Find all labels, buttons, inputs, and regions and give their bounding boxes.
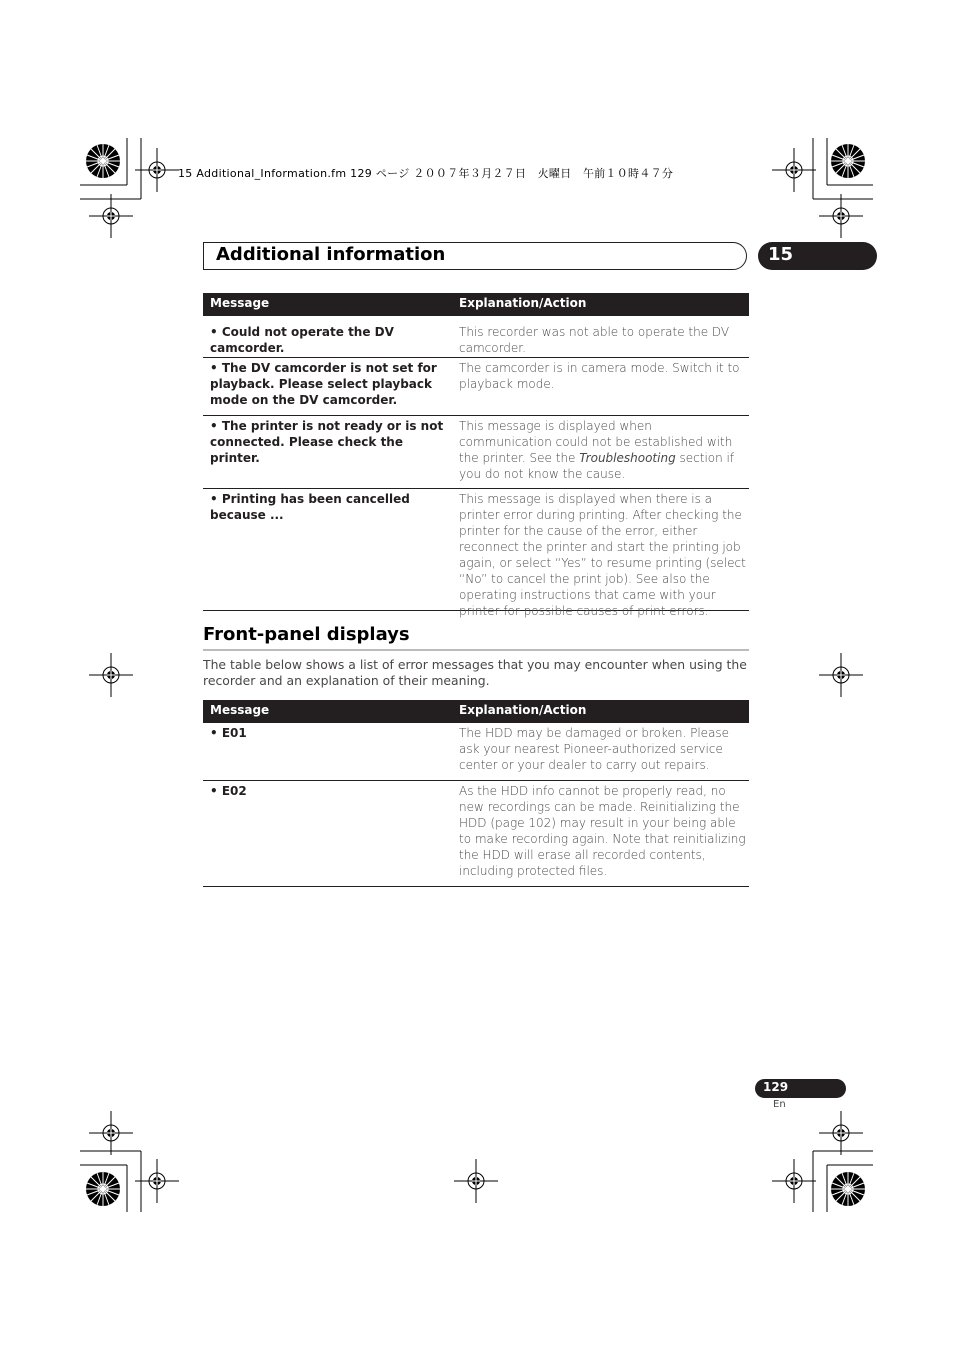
page-number: 129 xyxy=(763,1080,789,1094)
table-row xyxy=(203,316,749,358)
table-row xyxy=(203,416,749,489)
print-file-info: 15 Additional_Information.fm 129 ページ ２００７年３月２７日 火曜日 午前１０時４７分 xyxy=(178,167,674,180)
table-row xyxy=(203,781,749,887)
table-header xyxy=(203,700,749,723)
row-explanation: The camcorder is in camera mode. Switch it to playback mode. xyxy=(459,361,740,391)
front-panel-table xyxy=(203,700,749,887)
column-header-explanation: Explanation/Action xyxy=(459,296,587,310)
row-message: • Printing has been cancelled because ... xyxy=(210,492,410,522)
explanation-text: This message is displayed when communication could not be established with the printer. See the xyxy=(459,419,733,465)
table-row xyxy=(203,358,749,416)
section-title: Front-panel displays xyxy=(203,624,410,645)
chapter-number: 15 xyxy=(768,244,794,265)
table-header xyxy=(203,293,749,316)
messages-table xyxy=(203,293,749,618)
row-message: • E01 xyxy=(210,726,247,740)
row-explanation: The HDD may be damaged or broken. Please ask your nearest Pioneer-authorized service center or your dealer to carry out repairs. xyxy=(459,726,730,772)
row-explanation: As the HDD info cannot be properly read, no new recordings can be made. Reinitializing the HDD (page 102) may result in your being able to make recording again. Note that reinitializing the HDD will erase all recorded contents, including protected files. xyxy=(459,784,746,878)
row-explanation: This recorder was not able to operate the DV camcorder. xyxy=(459,325,730,355)
row-explanation xyxy=(459,418,747,482)
row-explanation: This message is displayed when there is a printer error during printing. After checking the printer for the cause of the error, either reconnect the printer and start the printing job again, or select “Yes” to resume printing (select “No” to cancel the print job). See also the operating instructions that came with your printer for possible causes of print errors. xyxy=(459,492,746,618)
column-header-message: Message xyxy=(210,703,270,717)
row-message: • Could not operate the DV camcorder. xyxy=(210,325,394,355)
section-intro: The table below shows a list of error messages that you may encounter when using the recorder and an explanation of their meaning. xyxy=(203,657,747,688)
table-row xyxy=(203,489,749,618)
page-language: En xyxy=(773,1099,786,1110)
row-message: • The printer is not ready or is not connected. Please check the printer. xyxy=(210,419,444,465)
explanation-text: section if you do not know the cause. xyxy=(459,451,735,481)
troubleshooting-reference: Troubleshooting xyxy=(579,451,676,465)
table-row xyxy=(203,723,749,781)
section-divider xyxy=(203,649,749,651)
column-header-message: Message xyxy=(210,296,270,310)
chapter-title: Additional information xyxy=(216,244,446,265)
row-message: • The DV camcorder is not set for playback. Please select playback mode on the DV camcorder. xyxy=(210,361,437,407)
column-header-explanation: Explanation/Action xyxy=(459,703,587,717)
row-message: • E02 xyxy=(210,784,247,798)
